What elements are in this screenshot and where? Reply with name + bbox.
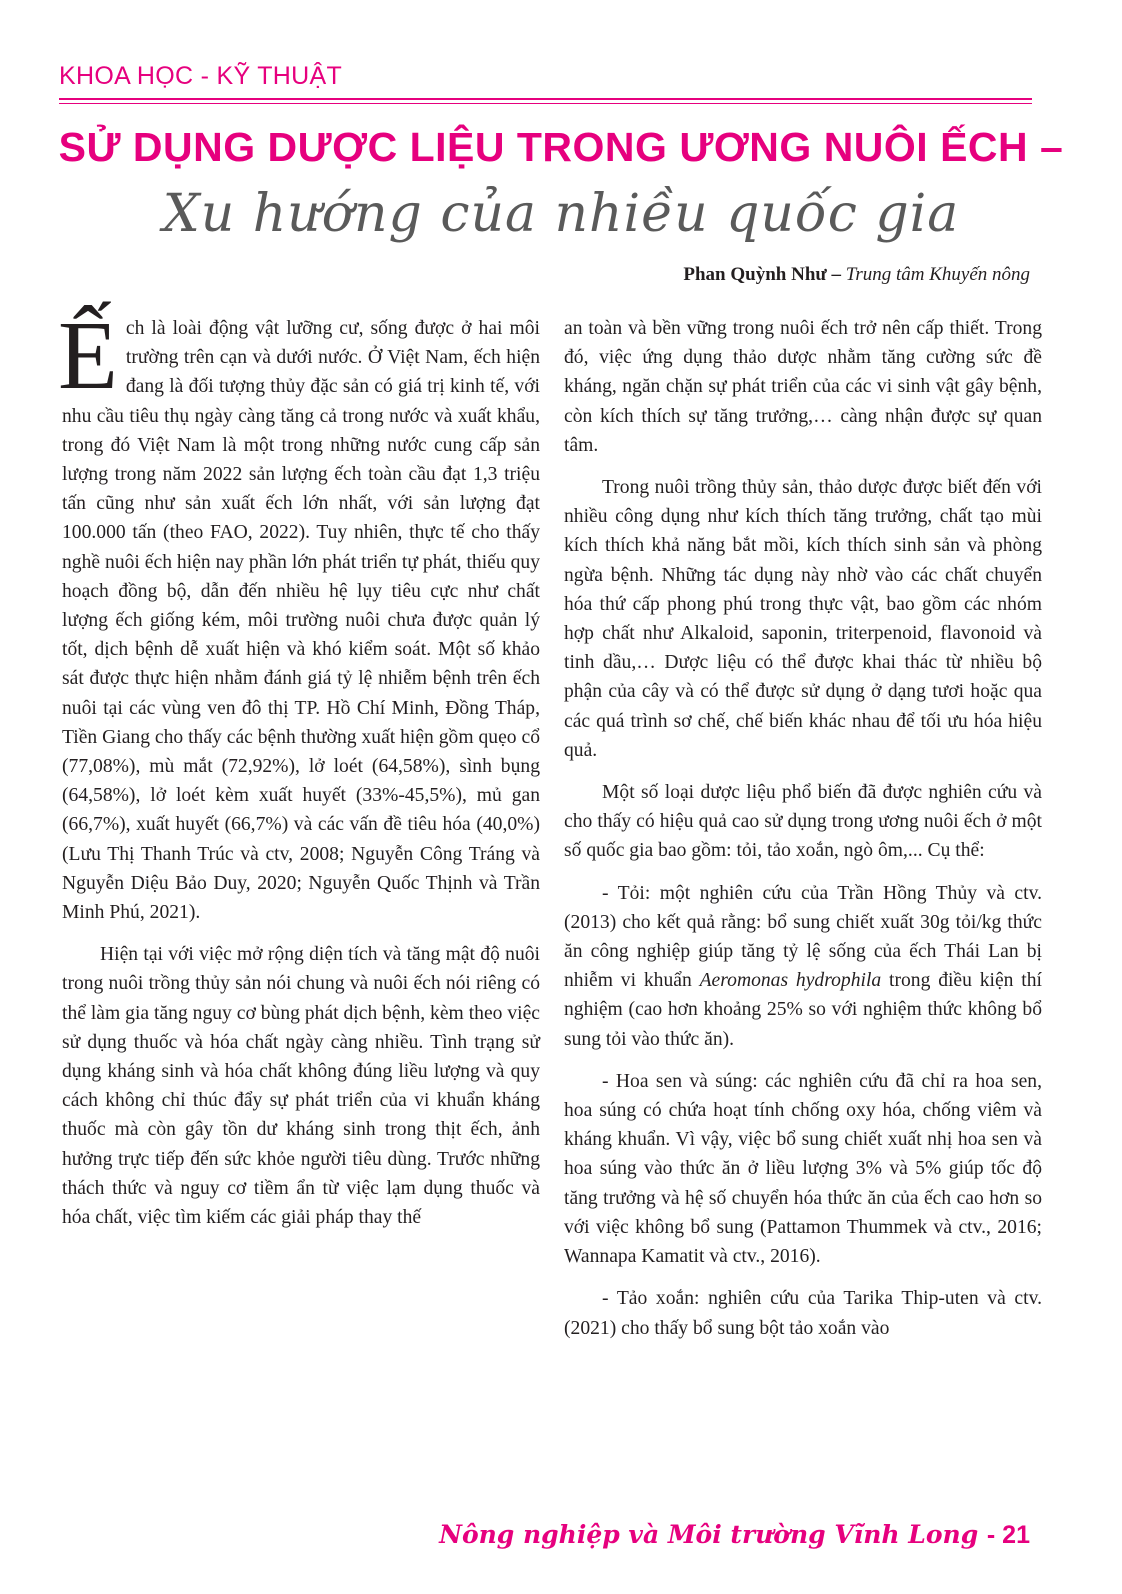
paragraph-2: Hiện tại với việc mở rộng diện tích và tăng mật độ nuôi trong nuôi trồng thủy sản nói chung và nuôi ếch nói riêng có thể làm gia tăng nguy cơ bùng phát dịch bệnh, kèm theo việc sử dụng thuốc và hóa chất ngày càng nhiều. Tình trạng sử dụng kháng sinh và hóa chất không đúng liều lượng và quy cách không chỉ thúc đẩy sự phát triển của vi khuẩn kháng thuốc mà còn gây tồn dư kháng sinh trong thịt ếch, ảnh hưởng trực tiếp đến sức khỏe người tiêu dùng. Trước những thách thức và nguy cơ tiềm ẩn từ việc lạm dụng thuốc và hóa chất, việc tìm kiếm các giải pháp thay thế <box>62 944 540 1229</box>
header-rule-thin <box>59 103 1032 104</box>
species-name: Aeromonas hydrophila <box>699 970 882 992</box>
paragraph-4: Một số loại dược liệu phổ biến đã được nghiên cứu và cho thấy có hiệu quả cao sử dụng trong ương nuôi ếch ở một số quốc gia bao gồm: tỏi, tảo xoắn, ngò ôm,... Cụ thể: <box>564 782 1042 862</box>
section-label: KHOA HỌC - KỸ THUẬT <box>59 62 343 90</box>
left-column <box>58 302 540 1245</box>
drop-cap: Ế <box>58 302 118 410</box>
paragraph-garlic <box>564 879 1042 1054</box>
paragraph-lotus: - Hoa sen và súng: các nghiên cứu đã chỉ ra hoa sen, hoa súng có chứa hoạt tính chống oxy hóa, chống viêm và kháng khuẩn. Vì vậy, việc bổ sung chiết xuất nhị hoa sen và hoa súng vào thức ăn ở liều lượng 3% và 5% giúp tốc độ tăng trưởng và hệ số chuyển hóa thức ăn của ếch cao hơn so với việc không bổ sung (Pattamon Thummek và ctv., 2016; Wannapa Kamatit và ctv., 2016). <box>564 1070 1042 1268</box>
byline <box>683 264 1030 286</box>
right-column <box>564 314 1042 1356</box>
paragraph-3: Trong nuôi trồng thủy sản, thảo dược được biết đến với nhiều công dụng như kích thích tăng trưởng, chất tạo mùi kích thích khả năng bắt mồi, kích thích sinh sản và phòng ngừa bệnh. Những tác dụng này nhờ vào các chất chuyển hóa thứ cấp phong phú trong thực vật, bao gồm các nhóm hợp chất như Alkaloid, saponin, triterpenoid, flavonoid và tinh dầu,… Dược liệu có thể được khai thác từ nhiều bộ phận của cây và có thể được sử dụng ở dạng tươi hoặc qua các quá trình sơ chế, chế biến khác nhau để tối ưu hóa hiệu quả. <box>564 477 1042 761</box>
paragraph-intro-text: ch là loài động vật lưỡng cư, sống được ở hai môi trường trên cạn và dưới nước. Ở Việt Nam, ếch hiện đang là đối tượng thủy đặc sản có giá trị kinh tế, với nhu cầu tiêu thụ ngày càng tăng cả trong nước và xuất khẩu, trong đó Việt Nam là một trong những nước cung cấp sản lượng trong năm 2022 sản lượng ếch toàn cầu đạt 1,3 triệu tấn cũng như sản xuất ếch lớn nhất, với sản lượng đạt 100.000 tấn (theo FAO, 2022). Tuy nhiên, thực tế cho thấy nghề nuôi ếch hiện nay phần lớn phát triển tự phát, thiếu quy hoạch đồng bộ, dẫn đến nhiều hệ lụy tiêu cực như chất lượng ếch giống kém, môi trường nuôi chưa được quản lý tốt, dịch bệnh dễ xuất hiện và khó kiểm soát. Một số khảo sát được thực hiện nhằm đánh giá tỷ lệ nhiễm bệnh trên ếch nuôi tại các vùng ven đô thị TP. Hồ Chí Minh, Đồng Tháp, Tiền Giang cho thấy các bệnh thường xuất hiện gồm quẹo cổ (77,08%), mù mắt (72,92%), lở loét (64,58%), sình bụng (64,58%), lở loét kèm xuất huyết (33%-45,5%), mủ gan (66,7%), xuất huyết (66,7%) và các vấn đề tiêu hóa (40,0%) (Lưu Thị Thanh Trúc và ctv, 2008; Nguyễn Công Tráng và Nguyễn Diệu Bảo Duy, 2020; Nguyễn Quốc Thịnh và Trần Minh Phú, 2021). <box>62 318 540 924</box>
paragraph-garlic-b: trong điều kiện thí nghiệm (cao hơn khoảng 25% so với nghiệm thức không bổ sung tỏi vào thức ăn). <box>564 970 1042 1050</box>
author-name: Phan Quỳnh Như – <box>683 264 842 285</box>
article-title: SỬ DỤNG DƯỢC LIỆU TRONG ƯƠNG NUÔI ẾCH – <box>58 124 1064 170</box>
article-subtitle: Xu hướng của nhiều quốc gia <box>162 184 960 244</box>
author-affiliation: Trung tâm Khuyến nông <box>845 264 1030 285</box>
paragraph-spirulina: - Tảo xoắn: nghiên cứu của Tarika Thip-uten và ctv. (2021) cho thấy bổ sung bột tảo xoắn vào <box>564 1288 1042 1339</box>
header-rule <box>59 98 1032 100</box>
paragraph-garlic-a: - Tỏi: một nghiên cứu của Trần Hồng Thủy và ctv. (2013) cho kết quả rằng: bổ sung chiết xuất 30g tỏi/kg thức ăn công nghiệp giúp tăng tỷ lệ sống của ếch Thái Lan bị nhiễm vi khuẩn <box>564 882 1042 992</box>
magazine-name: Nông nghiệp và Môi trường Vĩnh Long <box>439 1520 979 1549</box>
paragraph-2-continued: an toàn và bền vững trong nuôi ếch trở nên cấp thiết. Trong đó, việc ứng dụng thảo dược nhằm tăng cường sức đề kháng, ngăn chặn sự phát triển của các vi sinh vật gây bệnh, còn kích thích sự tăng trưởng,… càng nhận được sự quan tâm. <box>564 318 1042 456</box>
page-footer <box>439 1520 1030 1550</box>
page-number: - 21 <box>986 1521 1030 1549</box>
paragraph-intro <box>58 302 540 927</box>
